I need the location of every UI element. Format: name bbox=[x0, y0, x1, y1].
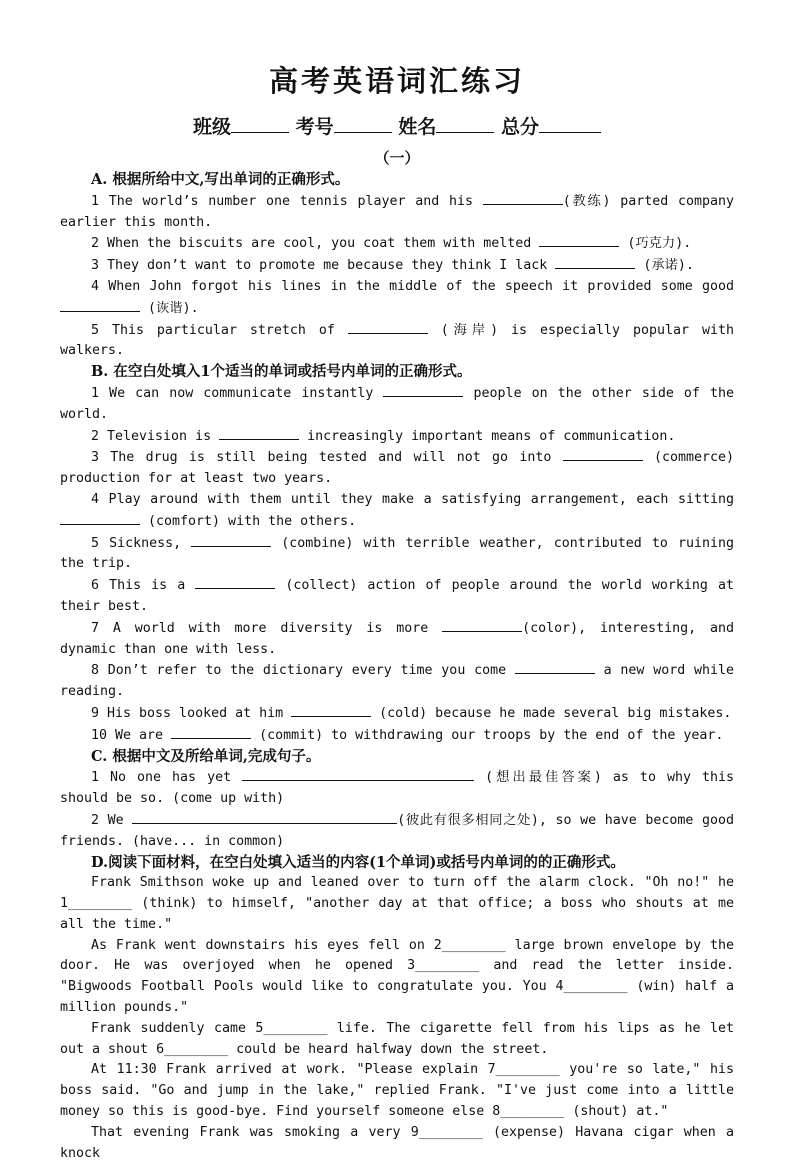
question-item bbox=[60, 810, 734, 853]
question-text: (想出最佳答案) as to why this should be so. (come up with) bbox=[60, 770, 734, 807]
page-title: 高考英语词汇练习 bbox=[268, 64, 525, 98]
question-text: (commerce) production for at least two years. bbox=[60, 450, 734, 487]
question-text: a new word while reading. bbox=[60, 663, 735, 700]
question-item bbox=[60, 191, 734, 234]
passage-paragraph: Frank Smithson woke up and leaned over to turn off the alarm clock. "Oh no!" he 1________ (think) to himself, "another day at that office; a boss who shouts at me all the time." bbox=[60, 875, 734, 932]
question-text: 3 They don’t want to promote me because they think I lack bbox=[91, 258, 556, 274]
answer-blank[interactable] bbox=[242, 767, 474, 781]
question-item bbox=[60, 447, 734, 490]
question-text: (承诺). bbox=[635, 258, 694, 274]
answer-blank[interactable] bbox=[60, 298, 140, 312]
passage-paragraph: At 11:30 Frank arrived at work. "Please explain 7________ you're so late," his boss said. "Go and jump in the lake," replied Frank. "I've just come into a little money so this is good-bye. Find yourself someone else 8________ (shout) at." bbox=[60, 1062, 734, 1120]
question-text: 8 Don’t refer to the dictionary every time you come bbox=[91, 663, 515, 679]
class-blank[interactable] bbox=[231, 114, 289, 133]
answer-blank[interactable] bbox=[60, 511, 140, 525]
question-text: 4 When John forgot his lines in the middle of the speech it provided some good bbox=[91, 278, 734, 294]
answer-blank[interactable] bbox=[291, 703, 371, 717]
answer-blank[interactable] bbox=[195, 575, 275, 589]
question-item bbox=[60, 320, 734, 363]
passage-paragraph: As Frank went downstairs his eyes fell on 2________ large brown envelope by the door. He was overjoyed when he opened 3________ and read the letter inside. "Bigwoods Football Pools would like to congratulate you. You 4________ (win) half a million pounds." bbox=[60, 937, 734, 1016]
answer-blank[interactable] bbox=[383, 383, 463, 397]
exam-no-blank[interactable] bbox=[334, 114, 392, 133]
question-item bbox=[60, 533, 734, 576]
answer-blank[interactable] bbox=[219, 426, 299, 440]
passage-paragraph: Frank suddenly came 5________ life. The cigarette fell from his lips as he let out a shout 6________ could be heard halfway down the street. bbox=[60, 1020, 734, 1057]
question-text: (教练) parted company earlier this month. bbox=[60, 193, 734, 230]
section-d-passage bbox=[60, 873, 734, 1164]
answer-blank[interactable] bbox=[515, 660, 595, 674]
question-text: (巧克力). bbox=[619, 236, 692, 252]
question-item bbox=[60, 618, 734, 661]
question-item bbox=[60, 255, 734, 277]
question-text: (彼此有很多相同之处), so we have become good friends. (have... in common) bbox=[60, 812, 735, 849]
section-c-list bbox=[60, 767, 734, 852]
answer-blank[interactable] bbox=[348, 320, 428, 334]
answer-blank[interactable] bbox=[442, 618, 522, 632]
score-label: 总分 bbox=[500, 116, 539, 138]
exam-no-label: 考号 bbox=[295, 116, 334, 138]
question-item bbox=[60, 490, 734, 533]
section-a-heading: A. 根据所给中文,写出单词的正确形式。 bbox=[91, 171, 350, 188]
question-item bbox=[60, 725, 734, 747]
question-text: 10 We are bbox=[91, 727, 172, 743]
question-text: 2 When the biscuits are cool, you coat them with melted bbox=[91, 236, 540, 252]
question-text: 6 This is a bbox=[91, 578, 196, 594]
question-item bbox=[60, 660, 734, 703]
question-text: 1 The world’s number one tennis player and his bbox=[91, 193, 483, 209]
question-text: 5 Sickness, bbox=[91, 535, 192, 551]
class-label: 班级 bbox=[193, 116, 232, 138]
question-text: 4 Play around with them until they make a satisfying arrangement, each sitting bbox=[91, 491, 734, 507]
answer-blank[interactable] bbox=[191, 533, 271, 547]
section-d-heading: D.阅读下面材料，在空白处填入适当的内容(1个单词)或括号内单词的的正确形式。 bbox=[91, 853, 625, 871]
question-text: 2 We bbox=[91, 812, 133, 828]
section-a-list bbox=[60, 191, 734, 362]
section-b-list bbox=[60, 383, 734, 747]
passage-paragraph: That evening Frank was smoking a very 9________ (expense) Havana cigar when a knock bbox=[60, 1124, 734, 1161]
answer-blank[interactable] bbox=[555, 255, 635, 269]
question-text: 3 The drug is still being tested and will not go into bbox=[91, 450, 563, 466]
answer-blank[interactable] bbox=[563, 447, 643, 461]
question-text: (诙谐). bbox=[140, 300, 199, 316]
question-item bbox=[60, 233, 734, 255]
name-blank[interactable] bbox=[436, 114, 494, 133]
answer-blank[interactable] bbox=[132, 810, 397, 824]
question-text: 2 Television is bbox=[91, 428, 220, 444]
question-text: 5 This particular stretch of bbox=[91, 322, 348, 338]
question-text: 1 We can now communicate instantly bbox=[91, 385, 384, 401]
question-item bbox=[60, 426, 734, 448]
section-b-heading: B. 在空白处填入1个适当的单词或括号内单词的正确形式。 bbox=[91, 363, 472, 381]
question-text: 7 A world with more diversity is more bbox=[91, 620, 443, 636]
question-text: (cold) because he made several big mistakes. bbox=[371, 705, 732, 721]
exercise-number: （一） bbox=[374, 149, 420, 167]
question-text: increasingly important means of communication. bbox=[299, 428, 676, 444]
answer-blank[interactable] bbox=[539, 233, 619, 247]
question-item bbox=[60, 767, 734, 810]
answer-blank[interactable] bbox=[483, 191, 563, 205]
name-label: 姓名 bbox=[398, 116, 437, 138]
question-text: (combine) with terrible weather, contributed to ruining the trip. bbox=[60, 535, 734, 572]
question-text: (commit) to withdrawing our troops by the end of the year. bbox=[251, 727, 724, 743]
question-text: (海岸) is especially popular with walkers. bbox=[60, 322, 734, 359]
question-text: (comfort) with the others. bbox=[140, 513, 357, 529]
question-text: (collect) action of people around the world working at their best. bbox=[60, 578, 734, 614]
section-c-heading: C. 根据中文及所给单词,完成句子。 bbox=[91, 747, 321, 765]
question-item bbox=[60, 277, 734, 320]
student-info-line bbox=[60, 114, 734, 140]
question-item bbox=[60, 703, 734, 725]
answer-blank[interactable] bbox=[171, 725, 251, 739]
question-text: 1 No one has yet bbox=[91, 770, 243, 786]
question-text: 9 His boss looked at him bbox=[91, 705, 292, 721]
worksheet bbox=[60, 62, 734, 1164]
question-item bbox=[60, 383, 734, 426]
question-text: people on the other side of the world. bbox=[60, 385, 734, 422]
question-text: (color), interesting, and dynamic than one with less. bbox=[60, 620, 734, 657]
question-item bbox=[60, 575, 734, 618]
score-blank[interactable] bbox=[539, 114, 601, 133]
